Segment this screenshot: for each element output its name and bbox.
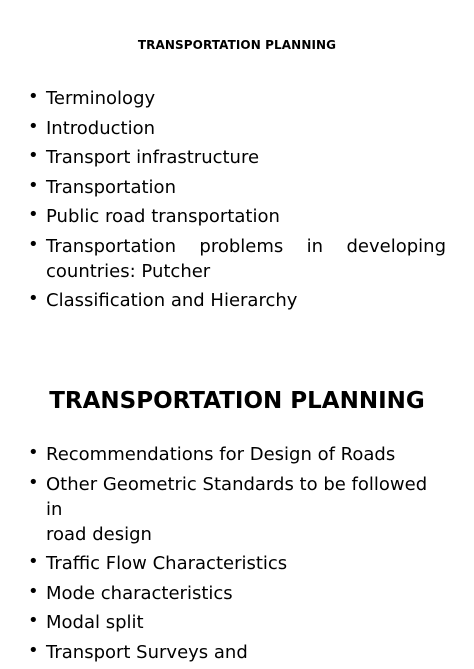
- list-item-text: Other Geometric Standards to be followed in: [46, 473, 428, 520]
- list-item-text-continued: road design: [46, 523, 152, 545]
- slide1-title: TRANSPORTATION PLANNING: [137, 38, 337, 52]
- list-item-text: Modal split: [46, 612, 144, 633]
- list-item: [28, 86, 446, 111]
- list-item: [28, 472, 446, 547]
- list-item: [28, 116, 446, 141]
- bullet-icon: •: [28, 580, 39, 602]
- bullet-icon: •: [28, 86, 39, 107]
- bullet-icon: •: [28, 288, 39, 309]
- list-item: [28, 288, 446, 313]
- slide2-title: TRANSPORTATION PLANNING: [49, 388, 425, 414]
- list-item-text: Terminology: [46, 88, 156, 109]
- slide1-bullet-list: [28, 86, 446, 318]
- list-item-text: Mode characteristics: [46, 582, 233, 604]
- slide2-bullet-list: [28, 442, 446, 669]
- list-item-text: Public road transportation: [46, 206, 280, 227]
- list-item-text: Transport infrastructure: [46, 147, 260, 168]
- bullet-icon: •: [28, 174, 39, 196]
- bullet-icon: •: [28, 145, 39, 166]
- list-item: [28, 551, 446, 576]
- list-item: [28, 610, 446, 635]
- list-item-text: Introduction: [46, 117, 156, 139]
- list-item: [28, 204, 446, 229]
- bullet-icon: •: [28, 610, 39, 631]
- list-item-text: Transport Surveys and: [46, 641, 248, 663]
- bullet-icon: •: [28, 442, 39, 463]
- list-item-text: Traffic Flow Characteristics: [46, 553, 288, 574]
- list-item: [28, 640, 446, 665]
- list-item-text: Recommendations for Design of Roads: [46, 444, 396, 465]
- list-item: [28, 581, 446, 606]
- bullet-icon: •: [28, 471, 39, 493]
- list-item: [28, 442, 446, 467]
- list-item: [28, 234, 446, 284]
- bullet-icon: •: [28, 551, 39, 572]
- list-item: [28, 175, 446, 200]
- bullet-icon: •: [28, 233, 39, 255]
- bullet-icon: •: [28, 639, 39, 661]
- list-item-text: Transportation problems in developing: [46, 235, 446, 257]
- list-item: [28, 145, 446, 170]
- list-item-text: Transportation: [46, 176, 176, 198]
- list-item-text: Classification and Hierarchy: [46, 290, 298, 311]
- list-item-text-continued: countries: Putcher: [46, 260, 211, 282]
- bullet-icon: •: [28, 115, 39, 137]
- bullet-icon: •: [28, 204, 39, 225]
